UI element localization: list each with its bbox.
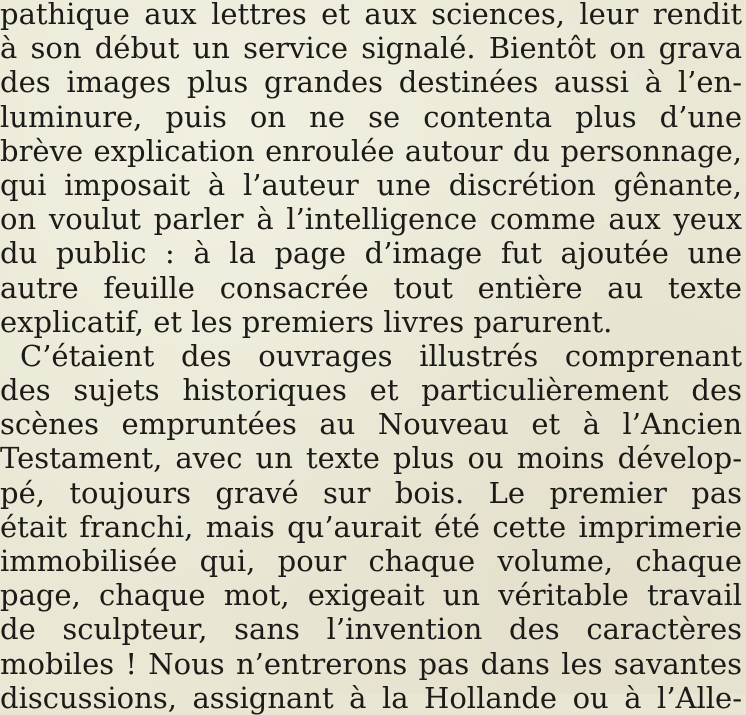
text-line-20: mobiles ! Nous n’entrerons pas dans les savantes: [0, 646, 742, 681]
text-line-18: page, chaque mot, exigeait un véritable travail: [0, 578, 742, 613]
text-line-13: scènes empruntées au Nouveau et à l’Ancien: [0, 407, 742, 442]
text-line-5: brève explication enroulée autour du personnage,: [0, 133, 742, 168]
text-line-3: des images plus grandes destinées aussi à l’en-: [0, 65, 742, 100]
text-line-2: à son début un service signalé. Bientôt on grava: [0, 31, 742, 66]
text-line-9: autre feuille consacrée tout entière au texte: [0, 270, 742, 305]
text-line-8: du public : à la page d’image fut ajoutée une: [0, 236, 742, 271]
text-line-21: discussions, assignant à la Hollande ou à l’Alle-: [0, 680, 742, 715]
text-line-14: Testament, avec un texte plus ou moins dévelop-: [0, 441, 742, 476]
text-line-12: des sujets historiques et particulièrement des: [0, 373, 742, 408]
text-line-17: immobilisée qui, pour chaque volume, chaque: [0, 544, 742, 578]
text-line-19: de sculpteur, sans l’invention des caractères: [0, 612, 742, 647]
text-line-4: luminure, puis on ne se contenta plus d’une: [0, 99, 742, 134]
text-line-16: était franchi, mais qu’aurait été cette imprimerie: [0, 509, 742, 544]
text-line-10: explicatif, et les premiers livres parurent.: [0, 304, 613, 339]
text-line-15: pé, toujours gravé sur bois. Le premier pas: [0, 475, 742, 510]
text-line-7: on voulut parler à l’intelligence comme aux yeux: [0, 202, 742, 237]
text-line-11: C’étaient des ouvrages illustrés comprenant: [20, 338, 742, 373]
text-line-1: pathique aux lettres et aux sciences, leur rendit: [0, 0, 742, 31]
text-line-6: qui imposait à l’auteur une discrétion gênante,: [0, 167, 742, 202]
